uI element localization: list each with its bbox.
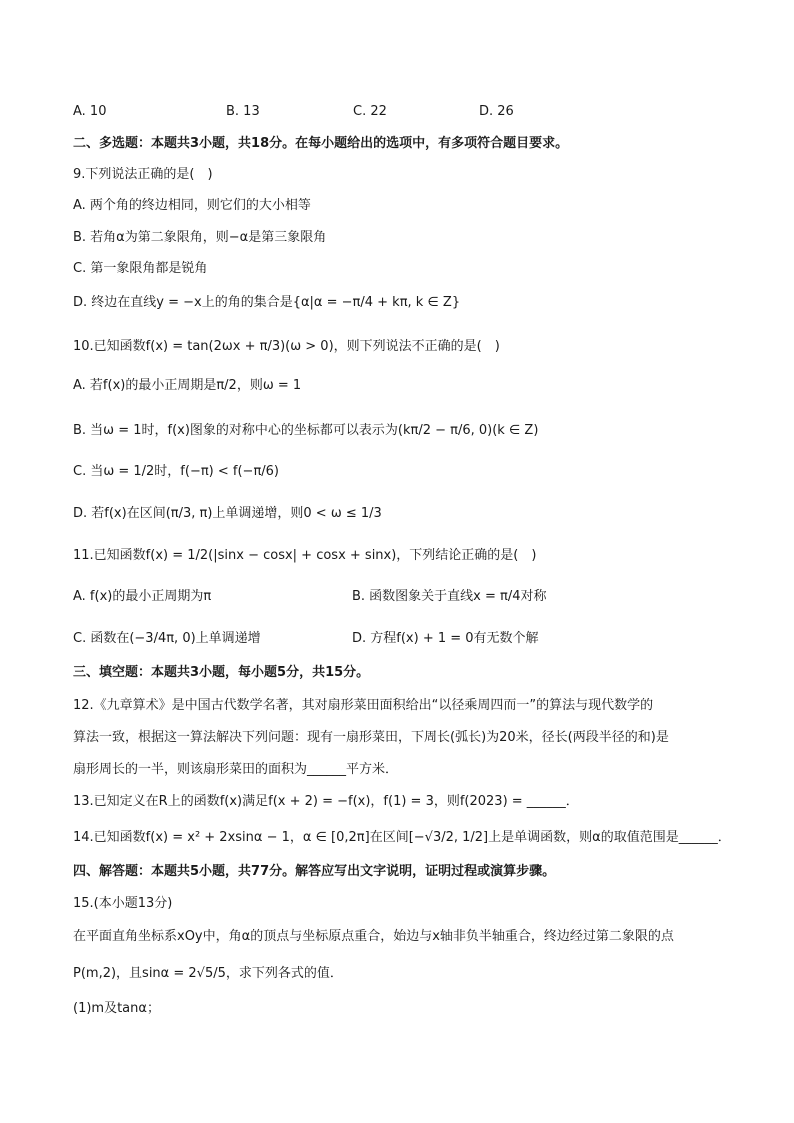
- q15-line-1: 在平面直角坐标系xOy中，角α的顶点与坐标原点重合，始边与x轴非负半轴重合，终边经过第二象限的点: [73, 929, 674, 944]
- q8-option-c: C. 22: [353, 104, 387, 119]
- q15-line-3: (1)m及tanα；: [73, 1001, 160, 1016]
- q11-option-d: D. 方程f(x) + 1 = 0有无数个解: [352, 631, 539, 646]
- q10-option-b: B. 当ω = 1时，f(x)图象的对称中心的坐标都可以表示为(kπ/2 − π/6, 0)(k ∈ Z): [73, 423, 539, 438]
- q11-option-b: B. 函数图象关于直线x = π/4对称: [352, 589, 547, 604]
- q8-option-b: B. 13: [226, 104, 260, 119]
- q11-stem: 11.已知函数f(x) = 1/2(|sinx − cosx| + cosx + sinx)，下列结论正确的是( ): [73, 548, 537, 563]
- section4-header: 四、解答题：本题共5小题，共77分。解答应写出文字说明，证明过程或演算步骤。: [73, 864, 556, 879]
- section2-header: 二、多选题：本题共3小题，共18分。在每小题给出的选项中，有多项符合题目要求。: [73, 136, 569, 151]
- q9-option-d: D. 终边在直线y = −x上的角的集合是{α|α = −π/4 + kπ, k ∈ Z}: [73, 295, 461, 310]
- section3-header: 三、填空题：本题共3小题，每小题5分，共15分。: [73, 665, 370, 680]
- q12-line-1: 12.《九章算术》是中国古代数学名著，其对扇形菜田面积给出“以径乘周四而一”的算法与现代数学的: [73, 698, 654, 713]
- q9-stem: 9.下列说法正确的是( ): [73, 167, 213, 182]
- q11-option-c: C. 函数在(−3/4π, 0)上单调递增: [73, 631, 261, 646]
- q9-option-c: C. 第一象限角都是锐角: [73, 261, 208, 276]
- q8-option-d: D. 26: [479, 104, 514, 119]
- q10-option-a: A. 若f(x)的最小正周期是π/2，则ω = 1: [73, 378, 302, 393]
- q12-line-2: 算法一致，根据这一算法解决下列问题：现有一扇形菜田，下周长(弧长)为20米，径长(两段半径的和)是: [73, 730, 669, 745]
- q8-option-a: A. 10: [73, 104, 107, 119]
- q10-stem: 10.已知函数f(x) = tan(2ωx + π/3)(ω > 0)，则下列说法不正确的是( ): [73, 339, 500, 354]
- q13-line: 13.已知定义在R上的函数f(x)满足f(x + 2) = −f(x)，f(1) = 3，则f(2023) = ______．: [73, 794, 579, 809]
- q15-line-2: P(m,2)，且sinα = 2√5/5，求下列各式的值．: [73, 966, 343, 981]
- q14-line: 14.已知函数f(x) = x² + 2xsinα − 1，α ∈ [0,2π]在区间[−√3/2, 1/2]上是单调函数，则α的取值范围是______．: [73, 830, 731, 845]
- q10-option-d: D. 若f(x)在区间(π/3, π)上单调递增，则0 < ω ≤ 1/3: [73, 506, 382, 521]
- q15-title: 15.(本小题13分): [73, 896, 173, 911]
- q10-option-c: C. 当ω = 1/2时，f(−π) < f(−π/6): [73, 464, 279, 479]
- q9-option-a: A. 两个角的终边相同，则它们的大小相等: [73, 198, 311, 213]
- q9-option-b: B. 若角α为第二象限角，则−α是第三象限角: [73, 230, 327, 245]
- q11-option-a: A. f(x)的最小正周期为π: [73, 589, 212, 604]
- q12-line-3: 扇形周长的一半，则该扇形菜田的面积为______平方米．: [73, 762, 399, 777]
